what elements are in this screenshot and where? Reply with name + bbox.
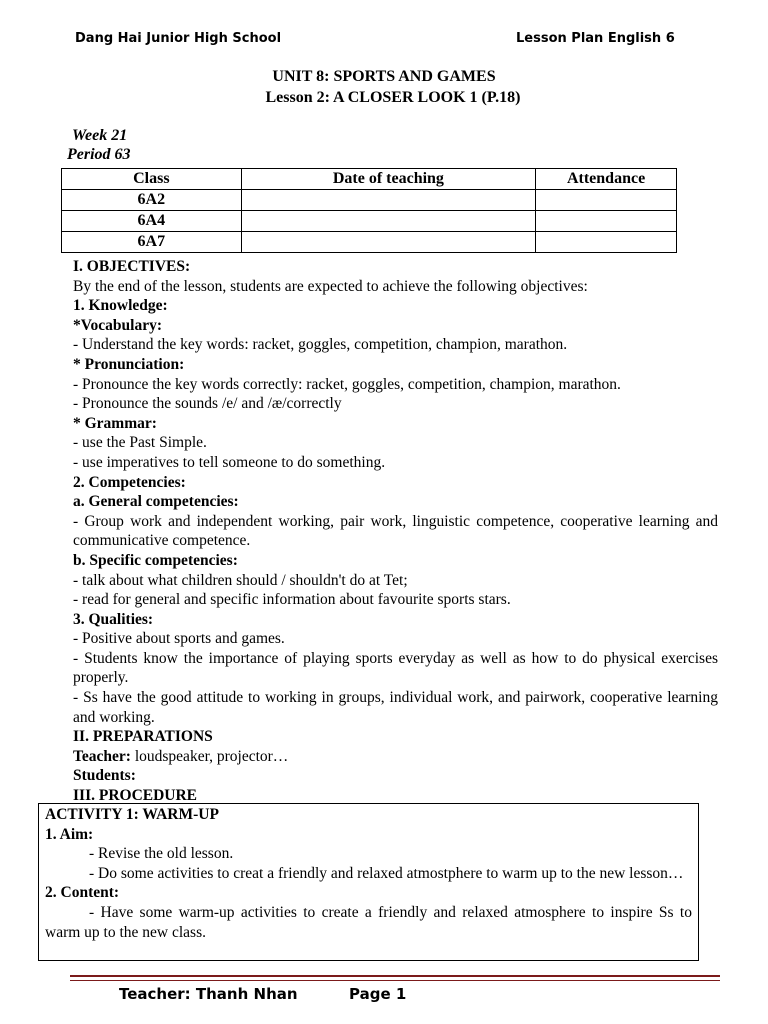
- objectives-heading: I. OBJECTIVES:: [73, 258, 191, 275]
- general-competencies-heading: a. General competencies:: [73, 493, 239, 511]
- competencies-heading: 2. Competencies:: [73, 473, 186, 491]
- qualities-item: - Ss have the good attitude to working in groups, individual work, and pairwork, cooperative learning and working.: [73, 689, 718, 726]
- header-attendance: Attendance: [536, 169, 677, 190]
- lesson-plan-label: Lesson Plan English 6: [516, 31, 675, 46]
- table-header-row: [62, 169, 677, 190]
- period-label: Period 63: [67, 146, 131, 163]
- date-cell: [241, 232, 535, 253]
- attendance-cell: [536, 211, 677, 232]
- date-cell: [241, 211, 535, 232]
- table-row: [62, 232, 677, 253]
- class-cell: 6A7: [62, 232, 242, 253]
- attendance-cell: [536, 232, 677, 253]
- knowledge-heading: 1. Knowledge:: [73, 297, 168, 315]
- specific-competencies-item: - talk about what children should / shouldn't do at Tet;: [73, 571, 408, 589]
- pronunciation-item: - Pronounce the key words correctly: racket, goggles, competition, champion, marathon.: [73, 375, 621, 393]
- class-cell: 6A4: [62, 211, 242, 232]
- qualities-heading: 3. Qualities:: [73, 610, 154, 628]
- qualities-item: - Positive about sports and games.: [73, 630, 285, 648]
- vocabulary-heading: *Vocabulary:: [73, 316, 162, 334]
- grammar-item: - use imperatives to tell someone to do something.: [73, 453, 386, 471]
- aim-item: - Revise the old lesson.: [89, 845, 234, 863]
- class-cell: 6A2: [62, 190, 242, 211]
- date-cell: [241, 190, 535, 211]
- footer-page: Page 1: [349, 985, 407, 1003]
- aim-item: - Do some activities to creat a friendly and relaxed atmostphere to warm up to the new lesson…: [89, 864, 684, 882]
- unit-title: UNIT 8: SPORTS AND GAMES: [272, 68, 496, 85]
- footer-teacher: Teacher: Thanh Nhan: [119, 985, 298, 1003]
- specific-competencies-heading: b. Specific competencies:: [73, 551, 238, 569]
- aim-heading: 1. Aim:: [45, 825, 94, 843]
- pronunciation-item: - Pronounce the sounds /e/ and /æ/correctly: [73, 395, 342, 413]
- header-class: Class: [62, 169, 242, 190]
- school-name: Dang Hai Junior High School: [75, 31, 282, 46]
- attendance-table: [61, 168, 677, 253]
- grammar-heading: * Grammar:: [73, 414, 157, 432]
- table-row: [62, 211, 677, 232]
- vocabulary-item: - Understand the key words: racket, goggles, competition, champion, marathon.: [73, 336, 568, 354]
- content-heading: 2. Content:: [45, 884, 120, 902]
- activity-title: ACTIVITY 1: WARM-UP: [45, 806, 219, 823]
- week-label: Week 21: [72, 127, 128, 144]
- qualities-item: - Students know the importance of playing sports everyday as well as how to do physical exercises properly.: [73, 649, 718, 687]
- lesson-title: Lesson 2: A CLOSER LOOK 1 (P.18): [265, 89, 521, 106]
- pronunciation-heading: * Pronunciation:: [73, 355, 185, 373]
- header-date: Date of teaching: [241, 169, 535, 190]
- preparations-heading: II. PREPARATIONS: [73, 728, 213, 746]
- attendance-cell: [536, 190, 677, 211]
- procedure-heading: III. PROCEDURE: [73, 787, 198, 805]
- footer-divider-thin: [70, 980, 720, 981]
- students-label: Students:: [73, 767, 136, 785]
- lesson-content: [73, 257, 718, 806]
- teacher-preparation: [73, 747, 718, 767]
- table-row: [62, 190, 677, 211]
- teacher-materials: loudspeaker, projector…: [130, 747, 289, 765]
- teacher-label: Teacher:: [73, 747, 131, 765]
- specific-competencies-item: - read for general and specific information about favourite sports stars.: [73, 591, 511, 609]
- activity-box: [38, 803, 699, 961]
- footer-divider: [70, 975, 720, 977]
- content-item: - Have some warm-up activities to create a friendly and relaxed atmosphere to inspire Ss to warm up to the new class.: [45, 903, 692, 941]
- grammar-item: - use the Past Simple.: [73, 434, 207, 452]
- objectives-intro: By the end of the lesson, students are expected to achieve the following objectives:: [73, 277, 588, 295]
- general-competencies-item: - Group work and independent working, pair work, linguistic competence, cooperative learning and communicative competence.: [73, 512, 718, 550]
